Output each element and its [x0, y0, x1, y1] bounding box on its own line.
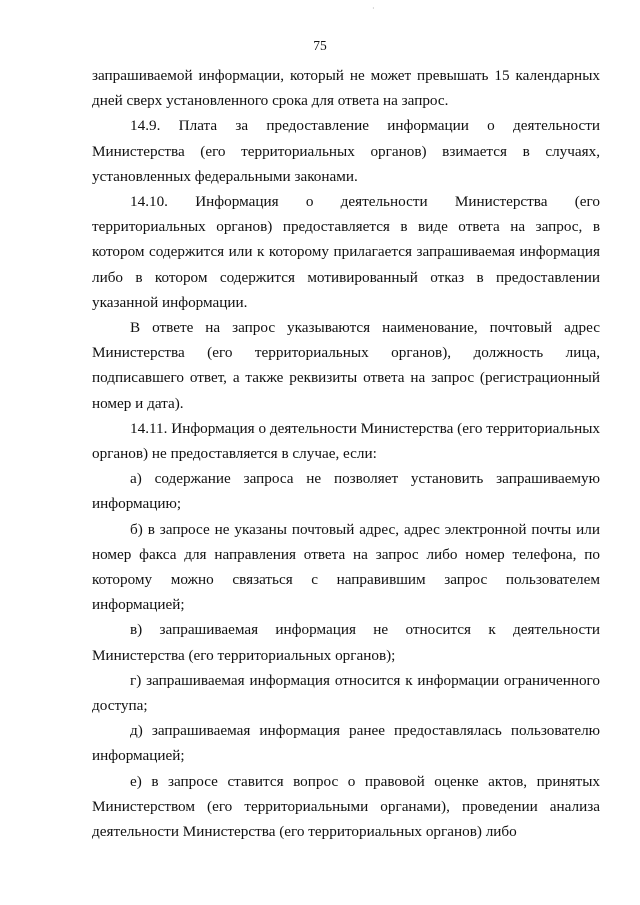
page-number: 75	[313, 38, 327, 53]
list-item-e: е) в запросе ставится вопрос о правовой оценке актов, принятых Министерством (его территориальными органами), проведении анализа деятельности Министерства (его территориальных органов) либо	[92, 772, 600, 841]
list-item-v: в) запрашиваемая информация не относится к деятельности Министерства (его территориальных органов);	[92, 621, 600, 664]
paragraph-continuation: запрашиваемой информации, который не может превышать 15 календарных дней сверх установленного срока для ответа на запрос.	[92, 67, 600, 110]
scan-artifact-mark: ·	[372, 4, 375, 13]
list-item-g: г) запрашиваемая информация относится к информации ограниченного доступа;	[92, 671, 600, 715]
document-body	[92, 63, 600, 844]
paragraph-response-details: В ответе на запрос указываются наименование, почтовый адрес Министерства (его территориальных органов), должность лица, подписавшего ответ, а также реквизиты ответа на запрос (регистрационный номер и дата).	[92, 319, 600, 412]
paragraph-14-10: 14.10. Информация о деятельности Министерства (его территориальных органов) предоставляется в виде ответа на запрос, в котором содержится или к которому прилагается запрашиваемая информация либо в котором содержится мотивированный отказ в предоставлении указанной информации.	[92, 193, 600, 311]
paragraph-14-11: 14.11. Информация о деятельности Министерства (его территориальных органов) не предоставляется в случае, если:	[92, 419, 600, 463]
list-item-d: д) запрашиваемая информация ранее предоставлялась пользователю информацией;	[92, 722, 600, 765]
list-item-b: б) в запросе не указаны почтовый адрес, адрес электронной почты или номер факса для направления ответа на запрос либо номер телефона, по которому можно связаться с направившим запрос пользователем информацией;	[92, 520, 600, 614]
list-item-a: а) содержание запроса не позволяет установить запрашиваемую информацию;	[92, 470, 600, 513]
paragraph-14-9: 14.9. Плата за предоставление информации о деятельности Министерства (его территориальных органов) взимается в случаях, установленных федеральными законами.	[92, 117, 600, 185]
